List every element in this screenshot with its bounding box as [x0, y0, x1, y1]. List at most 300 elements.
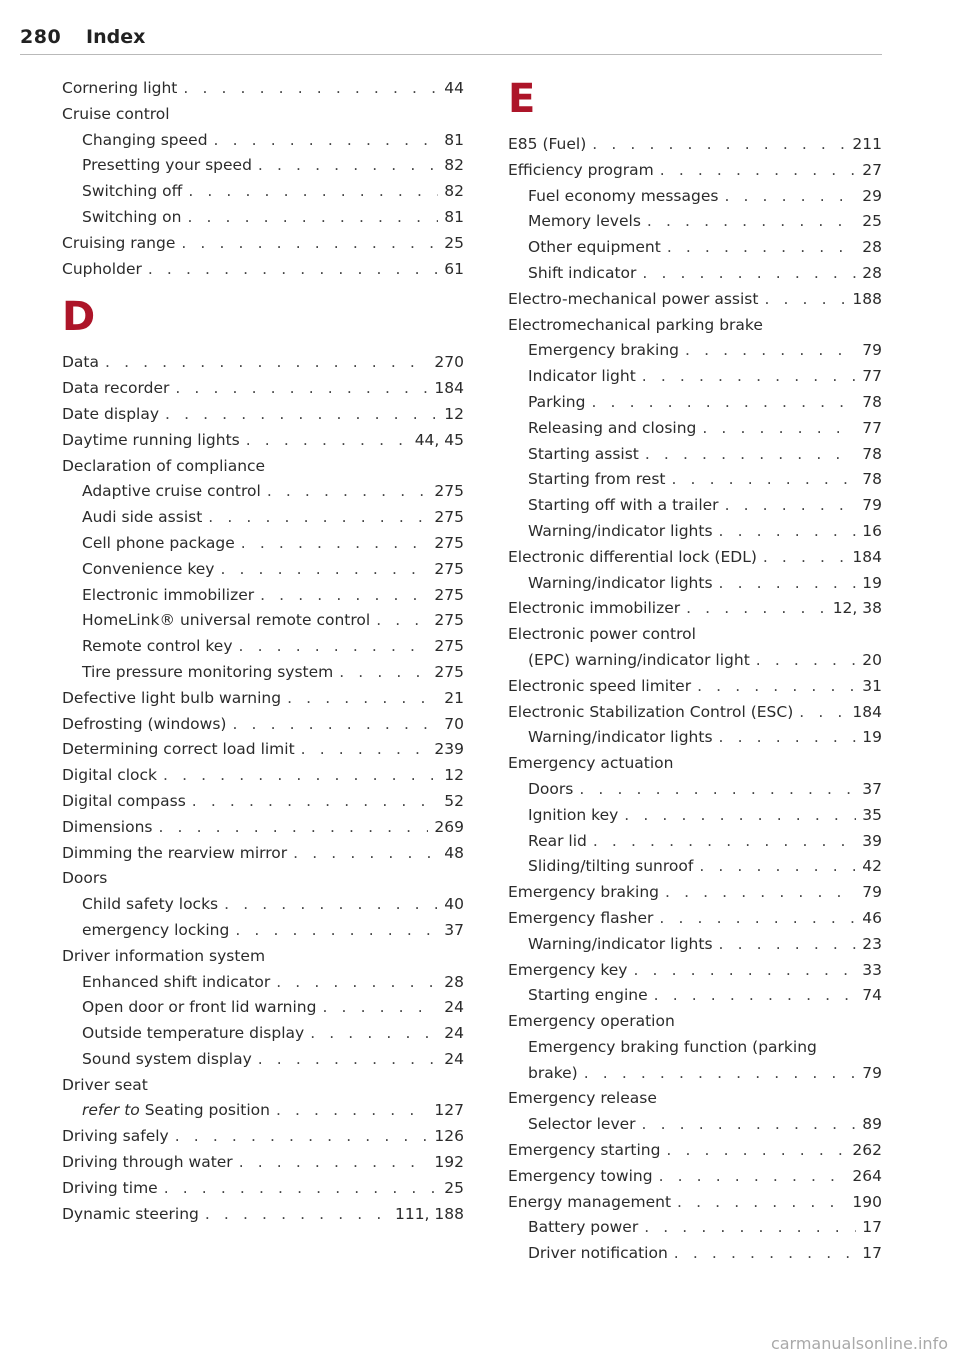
dot-leader	[763, 545, 847, 571]
dot-leader	[584, 1061, 857, 1087]
entry-page-number: 269	[434, 817, 464, 836]
entry-label: Dimensions	[62, 817, 153, 836]
index-subentry	[508, 1061, 882, 1087]
dot-leader	[659, 906, 856, 932]
entry-page-number: 12, 38	[832, 599, 882, 618]
entry-label	[82, 1098, 270, 1124]
entry-label: Digital compass	[62, 791, 186, 810]
entry-label: Energy management	[508, 1192, 672, 1211]
dot-leader	[719, 519, 857, 545]
index-entry	[508, 596, 882, 622]
index-subentry	[62, 179, 464, 205]
index-entry	[62, 257, 464, 283]
dot-leader	[165, 402, 438, 428]
entry-page-number: 48	[444, 843, 464, 862]
dot-leader	[267, 479, 429, 505]
dot-leader	[719, 571, 857, 597]
index-column-right	[508, 76, 882, 1267]
dot-leader	[686, 596, 827, 622]
dot-leader	[756, 648, 856, 674]
entry-label: Driving time	[62, 1178, 158, 1197]
entry-label: Emergency flasher	[508, 908, 654, 927]
entry-label: Emergency towing	[508, 1166, 653, 1185]
entry-page-number: 61	[444, 259, 464, 278]
index-entry	[62, 815, 464, 841]
index-subentry	[508, 467, 882, 493]
index-subentry	[508, 1112, 882, 1138]
entry-page-number: 27	[862, 160, 882, 179]
dot-leader	[591, 390, 856, 416]
index-subentry	[62, 1021, 464, 1047]
index-subentry	[62, 583, 464, 609]
entry-label: brake)	[528, 1063, 578, 1082]
dot-leader	[205, 1202, 389, 1228]
dot-leader	[666, 1138, 846, 1164]
dot-leader	[660, 158, 857, 184]
entry-label: Adaptive cruise control	[82, 482, 261, 501]
entry-label: Tire pressure monitoring system	[82, 662, 334, 681]
index-entry	[508, 545, 882, 571]
index-subentry	[508, 493, 882, 519]
entry-label: Digital clock	[62, 766, 158, 785]
entry-page-number: 211	[852, 135, 882, 153]
dot-leader	[677, 1190, 846, 1216]
entry-page-number: 126	[434, 1127, 464, 1146]
index-subentry	[62, 1098, 464, 1124]
entry-label: Other equipment	[528, 238, 661, 257]
entry-label: Defective light bulb warning	[62, 688, 282, 707]
entry-page-number: 79	[862, 341, 882, 360]
index-entry	[62, 1124, 464, 1150]
entry-page-number: 77	[862, 418, 882, 437]
dot-leader	[674, 1241, 856, 1267]
index-entry	[508, 132, 882, 158]
entry-label: Remote control key	[82, 637, 233, 656]
entry-page-number: 31	[862, 676, 882, 695]
index-entry	[62, 76, 464, 102]
dot-leader	[192, 789, 438, 815]
index-entry	[62, 350, 464, 376]
index-entry	[508, 906, 882, 932]
dot-leader	[158, 815, 428, 841]
entry-page-number: 190	[852, 1192, 882, 1211]
dot-leader	[301, 737, 429, 763]
dot-leader	[667, 235, 856, 261]
entry-label: Daytime running lights	[62, 430, 240, 449]
entry-label: Enhanced shift indicator	[82, 972, 271, 991]
index-entry	[508, 287, 882, 313]
entry-page-number: 275	[434, 559, 464, 578]
entry-label: Shift indicator	[528, 263, 637, 282]
entry-label: Data recorder	[62, 379, 170, 398]
dot-leader	[764, 287, 846, 313]
index-subentry	[62, 557, 464, 583]
entry-label: Starting off with a trailer	[528, 496, 719, 515]
entry-label: Electro-mechanical power assist	[508, 289, 759, 308]
index-subentry	[508, 932, 882, 958]
index-subentry	[508, 519, 882, 545]
entry-page-number: 28	[862, 238, 882, 257]
entry-label: Sliding/tilting sunroof	[528, 857, 694, 876]
entry-page-number: 70	[444, 714, 464, 733]
dot-leader	[239, 1150, 429, 1176]
dot-leader	[697, 674, 856, 700]
dot-leader	[208, 505, 428, 531]
entry-label: Warning/indicator lights	[528, 521, 713, 540]
entry-label: Efficiency program	[508, 160, 654, 179]
index-subentry	[62, 608, 464, 634]
entry-page-number: 40	[444, 895, 464, 914]
entry-label: Electronic immobilizer	[82, 585, 255, 604]
entry-page-number: 81	[444, 207, 464, 226]
entry-page-number: 188	[852, 289, 882, 308]
entry-page-number: 24	[444, 998, 464, 1017]
index-entry	[62, 866, 464, 892]
entry-label: Emergency braking function (parking	[528, 1037, 817, 1056]
index-column-left	[62, 76, 464, 1227]
entry-label: Memory levels	[528, 212, 641, 231]
dot-leader	[258, 153, 438, 179]
dot-leader	[220, 557, 428, 583]
entry-page-number: 184	[852, 702, 882, 721]
dot-leader	[235, 918, 438, 944]
index-entry	[508, 1086, 882, 1112]
index-entry	[508, 674, 882, 700]
index-subentry	[508, 442, 882, 468]
dot-leader	[593, 829, 856, 855]
entry-label: Driving through water	[62, 1153, 233, 1172]
entry-label: Date display	[62, 404, 160, 423]
dot-leader	[699, 854, 856, 880]
entry-page-number: 21	[444, 688, 464, 707]
index-subentry	[508, 235, 882, 261]
index-entry	[62, 686, 464, 712]
entry-page-number: 192	[434, 1153, 464, 1172]
entry-page-number: 78	[862, 470, 882, 489]
dot-leader	[724, 184, 856, 210]
index-entry	[62, 1073, 464, 1099]
entry-label: Emergency braking	[508, 883, 660, 902]
entry-page-number: 42	[862, 857, 882, 876]
dot-leader	[224, 892, 438, 918]
dot-leader	[105, 350, 428, 376]
entry-page-number: 79	[862, 496, 882, 515]
dot-leader	[624, 803, 856, 829]
entry-page-number: 16	[862, 521, 882, 540]
entry-page-number: 262	[852, 1141, 882, 1160]
dot-leader	[633, 958, 856, 984]
index-entry	[508, 1138, 882, 1164]
dot-leader	[188, 179, 438, 205]
entry-page-number: 275	[434, 482, 464, 501]
entry-label: Doors	[528, 779, 574, 798]
dot-leader	[642, 261, 856, 287]
entry-page-number: 24	[444, 1049, 464, 1068]
entry-label: Declaration of compliance	[62, 456, 266, 475]
index-entry	[62, 1202, 464, 1228]
entry-label: Electronic power control	[508, 625, 696, 644]
entry-label: Starting from rest	[528, 470, 666, 489]
entry-label: Open door or front lid warning	[82, 998, 317, 1017]
index-subentry	[62, 1047, 464, 1073]
entry-label: Emergency starting	[508, 1141, 661, 1160]
index-subentry	[508, 777, 882, 803]
index-subentry	[62, 970, 464, 996]
entry-page-number: 82	[444, 182, 464, 201]
index-entry	[508, 622, 882, 648]
entry-label: Electronic differential lock (EDL)	[508, 547, 757, 566]
dot-leader	[592, 132, 846, 158]
index-subentry	[62, 892, 464, 918]
page-title: Index	[86, 26, 146, 48]
index-entry	[62, 402, 464, 428]
index-subentry	[508, 1035, 882, 1061]
entry-label: Driver notification	[528, 1244, 668, 1263]
entry-label: Fuel economy messages	[528, 186, 719, 205]
entry-page-number: 29	[862, 186, 882, 205]
index-entry	[508, 1164, 882, 1190]
dot-leader	[214, 128, 439, 154]
entry-page-number: 20	[862, 650, 882, 669]
index-subentry	[62, 531, 464, 557]
entry-label: Emergency actuation	[508, 754, 674, 773]
entry-page-number: 33	[862, 960, 882, 979]
dot-leader	[246, 428, 409, 454]
entry-page-number: 44	[444, 79, 464, 97]
index-subentry	[508, 571, 882, 597]
dot-leader	[322, 995, 438, 1021]
entry-label: Emergency release	[508, 1089, 657, 1108]
dot-leader	[175, 1124, 429, 1150]
index-entry	[62, 231, 464, 257]
page-number: 280	[20, 26, 62, 48]
dot-leader	[702, 416, 856, 442]
entry-page-number: 77	[862, 367, 882, 386]
entry-label: (EPC) warning/indicator light	[528, 650, 750, 669]
dot-leader	[642, 364, 856, 390]
entry-label: E85 (Fuel)	[508, 135, 587, 153]
dot-leader	[339, 660, 428, 686]
dot-leader	[642, 1112, 857, 1138]
entry-label: Dimming the rearview mirror	[62, 843, 288, 862]
page-header	[20, 24, 882, 55]
index-entry	[508, 958, 882, 984]
entry-label: Electronic Stabilization Control (ESC)	[508, 702, 794, 721]
index-subentry	[508, 416, 882, 442]
index-entry	[62, 841, 464, 867]
entry-label: Parking	[528, 392, 586, 411]
entry-page-number: 37	[444, 920, 464, 939]
index-entry	[508, 158, 882, 184]
index-entry	[508, 313, 882, 339]
dot-leader	[260, 583, 428, 609]
dot-leader	[183, 76, 438, 102]
entry-page-number: 25	[444, 233, 464, 252]
entry-page-number: 275	[434, 611, 464, 630]
entry-page-number: 39	[862, 831, 882, 850]
entry-page-number: 79	[862, 1063, 882, 1082]
entry-label: Cruising range	[62, 233, 176, 252]
entry-label: Emergency operation	[508, 1012, 675, 1031]
dot-leader	[719, 725, 857, 751]
entry-page-number: 23	[862, 934, 882, 953]
index-subentry	[62, 153, 464, 179]
dot-leader	[293, 841, 438, 867]
index-subentry	[508, 184, 882, 210]
dot-leader	[163, 763, 438, 789]
entry-label: Convenience key	[82, 559, 215, 578]
entry-label: Cupholder	[62, 259, 142, 278]
entry-label: Audi side assist	[82, 508, 203, 527]
dot-leader	[239, 634, 429, 660]
dot-leader	[799, 700, 846, 726]
entry-page-number: 52	[444, 791, 464, 810]
entry-page-number: 44, 45	[414, 430, 464, 449]
index-subentry	[62, 634, 464, 660]
entry-label: Emergency braking	[528, 341, 680, 360]
entry-page-number: 37	[862, 779, 882, 798]
entry-label: Child safety locks	[82, 895, 219, 914]
dot-leader	[232, 712, 438, 738]
entry-page-number: 78	[862, 444, 882, 463]
section-letter-e: E	[508, 76, 536, 122]
entry-label: Cell phone package	[82, 533, 235, 552]
index-subentry	[508, 338, 882, 364]
dot-leader	[644, 1215, 856, 1241]
dot-leader	[725, 493, 857, 519]
index-subentry	[508, 364, 882, 390]
entry-label: Data	[62, 353, 100, 372]
entry-label: Releasing and closing	[528, 418, 697, 437]
dot-leader	[258, 1047, 439, 1073]
entry-label: Selector lever	[528, 1115, 636, 1134]
entry-page-number: 275	[434, 508, 464, 527]
index-subentry	[62, 995, 464, 1021]
entry-page-number: 78	[862, 392, 882, 411]
index-entry	[508, 1009, 882, 1035]
entry-label: Ignition key	[528, 805, 619, 824]
entry-page-number: 74	[862, 986, 882, 1005]
index-entry	[508, 751, 882, 777]
dot-leader	[276, 1098, 428, 1124]
dot-leader	[719, 932, 857, 958]
entry-label: Emergency key	[508, 960, 628, 979]
dot-leader	[148, 257, 438, 283]
entry-label: Driver seat	[62, 1075, 148, 1094]
index-subentry	[508, 1241, 882, 1267]
dot-leader	[310, 1021, 438, 1047]
index-entry	[508, 700, 882, 726]
entry-label: Electronic speed limiter	[508, 676, 692, 695]
dot-leader	[187, 205, 438, 231]
index-entry	[62, 1150, 464, 1176]
index-subentry	[62, 205, 464, 231]
entry-label: Warning/indicator lights	[528, 934, 713, 953]
dot-leader	[579, 777, 856, 803]
index-subentry	[62, 505, 464, 531]
entry-page-number: 127	[434, 1101, 464, 1120]
entry-label: Starting assist	[528, 444, 639, 463]
dot-leader	[241, 531, 429, 557]
entry-page-number: 275	[434, 637, 464, 656]
index-subentry	[62, 479, 464, 505]
index-subentry	[62, 128, 464, 154]
entry-page-number: 184	[852, 547, 882, 566]
entry-label: Switching on	[82, 207, 182, 226]
entry-label: Defrosting (windows)	[62, 714, 227, 733]
index-entry	[62, 376, 464, 402]
index-subentry	[508, 390, 882, 416]
entry-label: Cruise control	[62, 104, 170, 123]
dot-leader	[671, 467, 856, 493]
entry-label: Electromechanical parking brake	[508, 315, 763, 334]
entry-label: Cornering light	[62, 79, 178, 97]
entry-page-number: 35	[862, 805, 882, 824]
entry-page-number: 239	[434, 740, 464, 759]
entry-page-number: 19	[862, 728, 882, 747]
dot-leader	[376, 608, 428, 634]
entry-page-number: 270	[434, 353, 464, 372]
entry-page-number: 89	[862, 1115, 882, 1134]
entry-page-number: 25	[444, 1178, 464, 1197]
dot-leader	[175, 376, 428, 402]
dot-leader	[659, 1164, 847, 1190]
dot-leader	[276, 970, 438, 996]
index-entry	[62, 1176, 464, 1202]
entry-page-number: 79	[862, 883, 882, 902]
index-entry	[508, 1190, 882, 1216]
index-entry	[62, 789, 464, 815]
entry-label-text: Seating position	[144, 1101, 270, 1120]
entry-page-number: 81	[444, 130, 464, 149]
section-letter-d: D	[62, 294, 96, 341]
index-entry	[62, 737, 464, 763]
entry-label: Driver information system	[62, 946, 266, 965]
index-entry	[508, 880, 882, 906]
index-subentry	[508, 803, 882, 829]
dot-leader	[685, 338, 856, 364]
entry-label: Changing speed	[82, 130, 208, 149]
entry-label: Doors	[62, 869, 108, 888]
entry-label: Driving safely	[62, 1127, 169, 1146]
index-entry	[62, 712, 464, 738]
entry-label: Presetting your speed	[82, 156, 252, 175]
entry-page-number: 28	[862, 263, 882, 282]
entry-page-number: 12	[444, 404, 464, 423]
index-subentry	[62, 918, 464, 944]
entry-page-number: 17	[862, 1244, 882, 1263]
entry-label: Battery power	[528, 1218, 639, 1237]
dot-leader	[665, 880, 856, 906]
index-subentry	[508, 983, 882, 1009]
entry-label: Outside temperature display	[82, 1024, 305, 1043]
index-subentry	[62, 660, 464, 686]
entry-page-number: 82	[444, 156, 464, 175]
entry-page-number: 46	[862, 908, 882, 927]
dot-leader	[645, 442, 856, 468]
entry-page-number: 28	[444, 972, 464, 991]
entry-page-number: 17	[862, 1218, 882, 1237]
index-subentry	[508, 829, 882, 855]
dot-leader	[647, 209, 856, 235]
index-entry	[62, 944, 464, 970]
entry-page-number: 25	[862, 212, 882, 231]
entry-label: emergency locking	[82, 920, 230, 939]
entry-prefix: refer to	[82, 1101, 140, 1120]
index-entry	[62, 454, 464, 480]
entry-label: Starting engine	[528, 986, 648, 1005]
entry-page-number: 24	[444, 1024, 464, 1043]
